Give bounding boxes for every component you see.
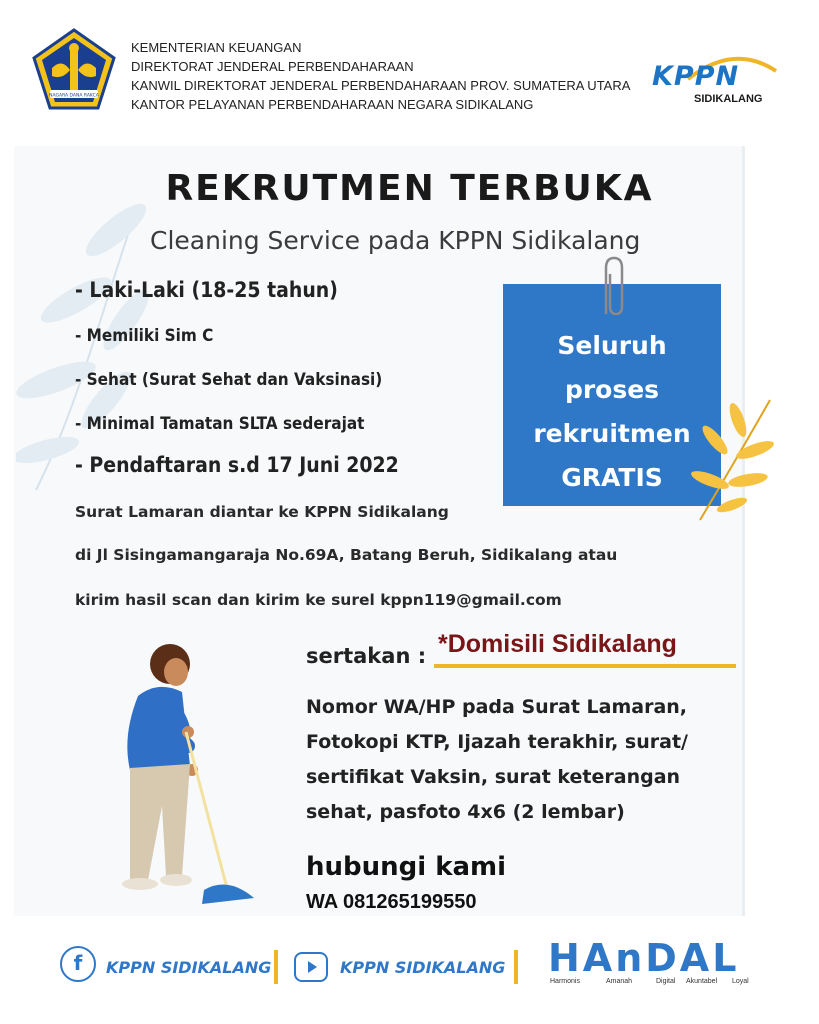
contact-heading: hubungi kami — [306, 852, 507, 882]
header-line-4: KANTOR PELAYANAN PERBENDAHARAAN NEGARA SIDIKALANG — [131, 97, 534, 112]
janitor-illustration-icon — [78, 636, 268, 916]
free-box-line-1: Seluruh — [557, 331, 667, 360]
handal-logo-text: HAnDAL — [548, 936, 740, 980]
header-line-3: KANWIL DIREKTORAT JENDERAL PERBENDAHARAAN PROV. SUMATERA UTARA — [131, 78, 631, 93]
kppn-logo — [650, 55, 780, 111]
header-line-1: KEMENTERIAN KEUANGAN — [131, 40, 302, 55]
body-line-3: kirim hasil scan dan kirim ke surel kppn119@gmail.com — [75, 591, 562, 609]
kppn-logo-text: KPPN — [652, 61, 740, 92]
document-line-1: Nomor WA/HP pada Surat Lamaran, — [306, 696, 688, 718]
free-box-line-3: rekruitmen — [533, 419, 691, 448]
requirement-education: - Minimal Tamatan SLTA sederajat — [75, 414, 365, 434]
facebook-icon[interactable]: f — [60, 946, 96, 982]
attach-label: sertakan : — [306, 644, 427, 668]
document-line-3: sertifikat Vaksin, surat keterangan — [306, 766, 681, 788]
facebook-label[interactable]: KPPN SIDIKALANG — [106, 958, 272, 977]
yellow-leaf-icon — [680, 380, 780, 530]
handal-value: Digital — [656, 978, 676, 985]
paperclip-icon — [596, 254, 630, 324]
contact-whatsapp: WA 081265199550 — [306, 891, 477, 913]
free-box-line-2: proses — [564, 375, 660, 404]
youtube-icon[interactable] — [294, 952, 328, 982]
handal-value: Loyal — [732, 978, 749, 985]
youtube-label[interactable]: KPPN SIDIKALANG — [340, 958, 506, 977]
domisili-note: *Domisili Sidikalang — [438, 630, 677, 658]
document-line-4: sehat, pasfoto 4x6 (2 lembar) — [306, 801, 625, 823]
footer-separator — [274, 950, 278, 984]
poster-subtitle: Cleaning Service pada KPPN Sidikalang — [150, 226, 641, 255]
free-box-line-4: GRATIS — [561, 463, 663, 492]
header-line-2: DIREKTORAT JENDERAL PERBENDAHARAAN — [131, 59, 414, 74]
requirement-health: - Sehat (Surat Sehat dan Vaksinasi) — [75, 370, 383, 390]
required-documents — [306, 690, 734, 830]
emblem-ribbon-text: NAGARA DANA RAKCA — [49, 93, 99, 99]
requirement-deadline: - Pendaftaran s.d 17 Juni 2022 — [75, 453, 399, 477]
footer-separator — [514, 950, 518, 984]
domisili-underline — [434, 664, 736, 668]
kppn-logo-subtext: SIDIKALANG — [694, 93, 763, 105]
handal-value: Harmonis — [550, 978, 580, 985]
handal-value: Akuntabel — [686, 978, 718, 985]
header-institution — [131, 38, 630, 114]
handal-logo — [548, 936, 758, 992]
requirement-license: - Memiliki Sim C — [75, 326, 214, 346]
handal-value: Amanah — [606, 978, 633, 985]
body-line-1: Surat Lamaran diantar ke KPPN Sidikalang — [75, 503, 449, 521]
poster-title: REKRUTMEN TERBUKA — [165, 168, 654, 209]
ministry-emblem-icon — [32, 28, 116, 112]
requirement-age: - Laki-Laki (18-25 tahun) — [75, 278, 338, 302]
body-line-2: di Jl Sisingamangaraja No.69A, Batang Beruh, Sidikalang atau — [75, 546, 618, 564]
document-line-2: Fotokopi KTP, Ijazah terakhir, surat/ — [306, 731, 688, 753]
